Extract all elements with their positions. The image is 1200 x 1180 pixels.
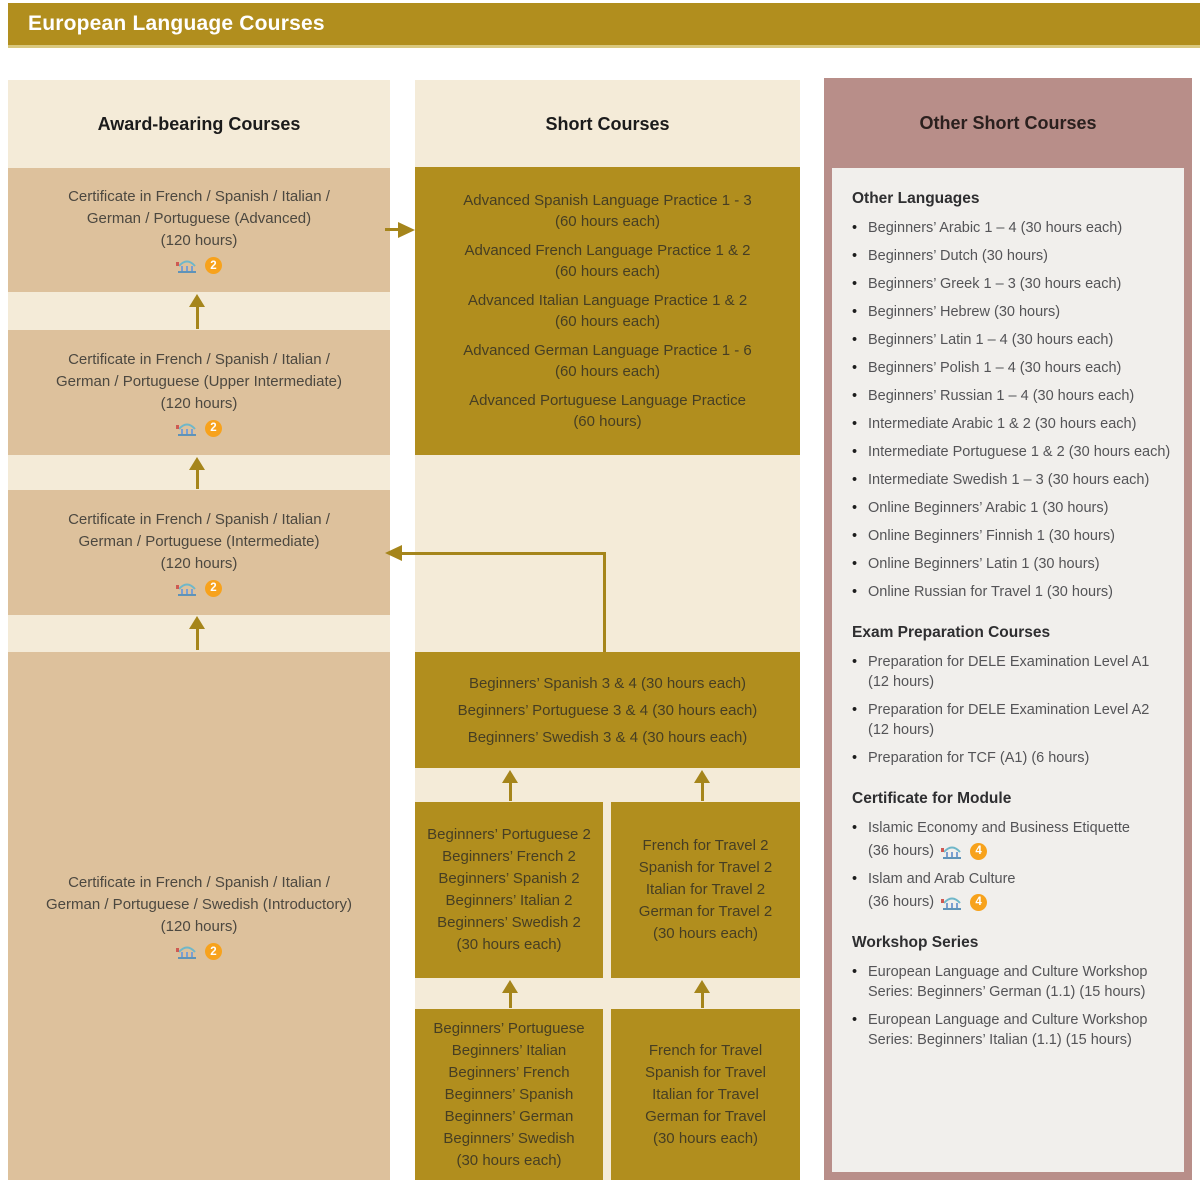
advanced-practice-box: [415, 167, 800, 455]
arrow-up-icon: [502, 770, 518, 801]
count-badge: 4: [970, 843, 987, 860]
section-heading-certificate-for-module: Certificate for Module: [852, 790, 1012, 807]
course-line: Beginners’ Italian: [451, 1041, 567, 1059]
course-line: Beginners’ Portuguese 2: [427, 826, 591, 843]
count-badge: 2: [205, 943, 222, 960]
icon-row: [868, 892, 1016, 912]
bullet-icon: •: [852, 964, 858, 980]
course-hours: (36 hours): [868, 843, 935, 859]
bullet-icon: •: [852, 1012, 858, 1028]
list-item: [852, 1010, 1176, 1050]
course-line: (30 hours each): [652, 1129, 759, 1147]
course-hours: (60 hours): [573, 413, 642, 430]
beginners-2-box: [415, 802, 603, 978]
cert-upper-intermediate-box: [8, 330, 390, 455]
arrow-right-icon: [385, 222, 415, 238]
course-line: German for Travel: [645, 1107, 766, 1125]
bullet-icon: •: [852, 332, 858, 348]
course-hours: (12 hours): [868, 722, 935, 738]
course-name: Preparation for DELE Examination Level A2: [868, 702, 1150, 718]
course-text: [868, 818, 1130, 861]
list-item: [852, 582, 1176, 602]
list-item: [852, 700, 1176, 740]
course-line: Beginners’ German: [444, 1107, 574, 1125]
list-item: [852, 748, 1176, 768]
course-line: Italian for Travel: [652, 1085, 759, 1103]
course-hours: (36 hours): [868, 894, 935, 910]
arrow-up-icon: [694, 770, 710, 801]
course-name: Advanced Italian Language Practice 1 & 2: [467, 292, 748, 309]
bullet-icon: •: [852, 556, 858, 572]
bullet-icon: •: [852, 528, 858, 544]
course-item: [469, 390, 746, 432]
cert-introductory-box: [8, 652, 390, 1180]
arrow-up-icon: [502, 980, 518, 1008]
course-line: Beginners’ French 2: [442, 848, 576, 865]
course-text: [868, 652, 1149, 692]
bullet-icon: •: [852, 276, 858, 292]
course-line: Spanish for Travel: [645, 1063, 766, 1081]
bullet-icon: •: [852, 248, 858, 264]
course-text: Beginners’ Greek 1 – 3 (30 hours each): [868, 276, 1122, 292]
list-item: [852, 330, 1176, 350]
course-text: Intermediate Arabic 1 & 2 (30 hours each): [868, 416, 1137, 432]
cert-advanced-box: [8, 168, 390, 292]
cert-line: German / Portuguese (Upper Intermediate): [56, 372, 342, 390]
course-text: Online Beginners’ Latin 1 (30 hours): [868, 556, 1100, 572]
count-badge: 2: [205, 580, 222, 597]
cert-line: (120 hours): [160, 394, 238, 412]
cert-intermediate-box: [8, 490, 390, 615]
list-item: [852, 442, 1176, 462]
cert-line: Certificate in French / Spanish / Italian /: [68, 874, 330, 891]
page-title: European Language Courses: [28, 12, 325, 35]
arrow-up-icon: [189, 457, 205, 489]
course-hours: (60 hours each): [554, 213, 661, 230]
count-badge: 2: [205, 420, 222, 437]
list-item: [852, 470, 1176, 490]
institution-icon: [176, 257, 198, 274]
list-item: [852, 414, 1176, 434]
bullet-icon: •: [852, 584, 858, 600]
institution-icon: [941, 894, 963, 911]
institution-icon: [941, 843, 963, 860]
section-heading-other-languages: Other Languages: [852, 190, 980, 207]
course-item: [463, 190, 752, 232]
cert-line: (120 hours): [160, 918, 238, 935]
course-name: Advanced French Language Practice 1 & 2: [464, 242, 751, 259]
course-text: Online Beginners’ Arabic 1 (30 hours): [868, 500, 1109, 516]
other-short-courses-header: Other Short Courses: [919, 112, 1097, 133]
course-text: Beginners’ Latin 1 – 4 (30 hours each): [868, 332, 1114, 348]
section-heading-workshop-series: Workshop Series: [852, 934, 979, 951]
count-badge: 2: [205, 257, 222, 274]
travel-2-box: [611, 802, 800, 978]
other-courses-panel: [832, 168, 1184, 1172]
institution-icon: [176, 943, 198, 960]
bullet-icon: •: [852, 444, 858, 460]
course-line: Italian for Travel 2: [645, 881, 766, 898]
institution-icon: [176, 420, 198, 437]
bullet-icon: •: [852, 360, 858, 376]
short-courses-column: [415, 80, 800, 1180]
course-line: French for Travel 2: [642, 837, 769, 854]
course-name: Advanced German Language Practice 1 - 6: [463, 342, 752, 359]
icon-row: [176, 580, 222, 597]
list-item: [852, 554, 1176, 574]
cert-line: Certificate in French / Spanish / Italian /: [68, 510, 330, 528]
course-name: Preparation for DELE Examination Level A1: [868, 654, 1150, 670]
bullet-icon: •: [852, 871, 858, 887]
short-courses-header: Short Courses: [545, 113, 670, 134]
cert-line: (120 hours): [160, 232, 238, 249]
list-item: [852, 302, 1176, 322]
cert-line: (120 hours): [160, 554, 238, 572]
course-name: Islam and Arab Culture: [868, 871, 1016, 887]
course-line: Beginners’ Swedish 3 & 4 (30 hours each): [467, 728, 748, 746]
course-hours: (12 hours): [868, 674, 935, 690]
course-text: Beginners’ Polish 1 – 4 (30 hours each): [868, 360, 1122, 376]
course-text: Preparation for TCF (A1) (6 hours): [868, 750, 1090, 766]
list-item: [852, 652, 1176, 692]
course-item: [468, 290, 747, 332]
title-bar: [8, 3, 1200, 48]
award-column-header: Award-bearing Courses: [97, 113, 301, 134]
course-line: Beginners’ Portuguese 3 & 4 (30 hours each): [457, 701, 758, 719]
course-text: Beginners’ Russian 1 – 4 (30 hours each): [868, 388, 1135, 404]
icon-row: [176, 257, 222, 274]
icon-row: [868, 841, 1130, 861]
bullet-icon: •: [852, 702, 858, 718]
course-line: (30 hours each): [456, 1151, 562, 1169]
course-text: European Language and Culture Workshop Series: Beginners’ Italian (1.1) (15 hours): [868, 1012, 1148, 1048]
list-item: [852, 526, 1176, 546]
icon-row: [176, 420, 222, 437]
list-item: [852, 218, 1176, 238]
course-text: Beginners’ Dutch (30 hours): [868, 248, 1048, 264]
bullet-icon: •: [852, 500, 858, 516]
list-item: [852, 358, 1176, 378]
beginners-3-4-box: [415, 652, 800, 768]
course-hours: (60 hours each): [554, 313, 661, 330]
bullet-icon: •: [852, 820, 858, 836]
beginners-1-box: [415, 1009, 603, 1180]
course-item: [463, 340, 752, 382]
course-text: Online Russian for Travel 1 (30 hours): [868, 584, 1113, 600]
course-name: Advanced Spanish Language Practice 1 - 3: [463, 192, 752, 209]
arrow-up-icon: [694, 980, 710, 1008]
course-line: Beginners’ Spanish 3 & 4 (30 hours each): [468, 674, 747, 692]
course-item: [464, 240, 750, 282]
list-item: [852, 962, 1176, 1002]
bullet-icon: •: [852, 472, 858, 488]
arrow-up-icon: [189, 616, 205, 650]
course-text: Beginners’ Arabic 1 – 4 (30 hours each): [868, 220, 1123, 236]
list-item: [852, 818, 1176, 861]
arrow-up-icon: [189, 294, 205, 329]
course-line: Beginners’ Spanish: [444, 1085, 574, 1103]
icon-row: [176, 943, 222, 960]
list-item: [852, 498, 1176, 518]
course-text: Intermediate Portuguese 1 & 2 (30 hours each): [868, 444, 1171, 460]
course-line: Beginners’ Portuguese: [433, 1019, 585, 1037]
connector-line: [603, 552, 606, 652]
course-line: (30 hours each): [456, 936, 562, 953]
course-text: European Language and Culture Workshop Series: Beginners’ German (1.1) (15 hours): [868, 964, 1148, 1000]
cert-line: Certificate in French / Spanish / Italian /: [68, 188, 330, 205]
bullet-icon: •: [852, 220, 858, 236]
other-short-courses-column: [824, 78, 1192, 1180]
course-line: Beginners’ Swedish: [443, 1129, 575, 1147]
list-item: [852, 274, 1176, 294]
institution-icon: [176, 580, 198, 597]
course-line: French for Travel: [648, 1041, 763, 1059]
course-hours: (60 hours each): [554, 363, 661, 380]
travel-1-box: [611, 1009, 800, 1180]
bullet-icon: •: [852, 416, 858, 432]
course-text: Online Beginners’ Finnish 1 (30 hours): [868, 528, 1115, 544]
cert-line: German / Portuguese / Swedish (Introductory): [46, 896, 352, 913]
course-text: [868, 869, 1016, 912]
connector-line: [400, 552, 606, 555]
course-name: Advanced Portuguese Language Practice: [469, 392, 746, 409]
count-badge: 4: [970, 894, 987, 911]
list-item: [852, 246, 1176, 266]
course-line: Beginners’ French: [448, 1063, 570, 1081]
list-item: [852, 386, 1176, 406]
course-line: (30 hours each): [652, 925, 759, 942]
course-line: Beginners’ Italian 2: [445, 892, 573, 909]
course-line: Beginners’ Spanish 2: [438, 870, 580, 887]
course-line: Spanish for Travel 2: [638, 859, 773, 876]
course-line: Beginners’ Swedish 2: [437, 914, 581, 931]
course-text: Intermediate Swedish 1 – 3 (30 hours each): [868, 472, 1150, 488]
course-hours: (60 hours each): [554, 263, 661, 280]
cert-line: German / Portuguese (Intermediate): [78, 532, 320, 550]
cert-line: German / Portuguese (Advanced): [86, 210, 312, 227]
bullet-icon: •: [852, 654, 858, 670]
course-text: [868, 700, 1149, 740]
section-heading-exam-preparation: Exam Preparation Courses: [852, 624, 1051, 641]
course-line: German for Travel 2: [638, 903, 773, 920]
bullet-icon: •: [852, 304, 858, 320]
course-name: Islamic Economy and Business Etiquette: [868, 820, 1130, 836]
bullet-icon: •: [852, 750, 858, 766]
list-item: [852, 869, 1176, 912]
course-text: Beginners’ Hebrew (30 hours): [868, 304, 1061, 320]
cert-line: Certificate in French / Spanish / Italian /: [68, 350, 330, 368]
bullet-icon: •: [852, 388, 858, 404]
